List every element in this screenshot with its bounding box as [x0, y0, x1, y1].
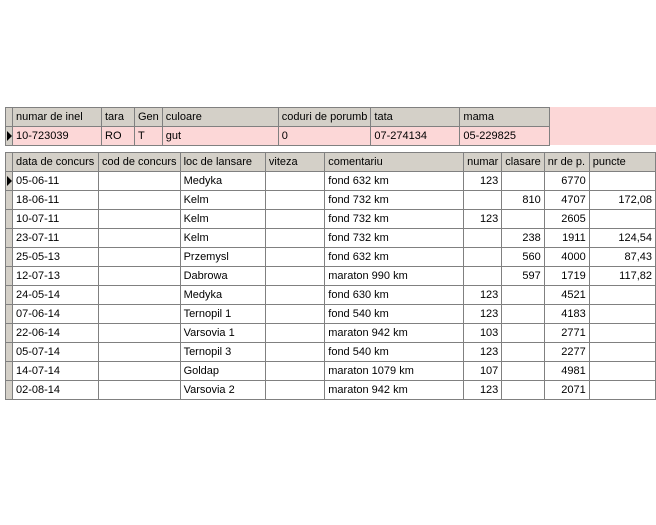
cell-numar[interactable]	[464, 229, 502, 248]
race-row[interactable]	[6, 191, 656, 210]
row-indicator[interactable]	[6, 381, 13, 400]
cell-numar[interactable]: 107	[464, 362, 502, 381]
race-row[interactable]	[6, 381, 656, 400]
cell-gen[interactable]: T	[135, 127, 163, 146]
cell-numar[interactable]: 123	[464, 305, 502, 324]
cell-nr-de-p[interactable]: 4981	[544, 362, 589, 381]
cell-data-de-concurs[interactable]: 05-06-11	[13, 172, 99, 191]
cell-comentariu[interactable]: maraton 942 km	[325, 324, 464, 343]
col-header-loc-de-lansare[interactable]: loc de lansare	[180, 153, 265, 172]
cell-nr-de-p[interactable]: 2071	[544, 381, 589, 400]
cell-clasare[interactable]	[502, 210, 544, 229]
row-indicator[interactable]	[6, 362, 13, 381]
cell-loc-de-lansare[interactable]: Varsovia 2	[180, 381, 265, 400]
cell-viteza[interactable]	[265, 191, 324, 210]
cell-comentariu[interactable]: maraton 942 km	[325, 381, 464, 400]
race-row[interactable]	[6, 172, 656, 191]
cell-loc-de-lansare[interactable]: Medyka	[180, 286, 265, 305]
cell-data-de-concurs[interactable]: 02-08-14	[13, 381, 99, 400]
cell-nr-de-p[interactable]: 4000	[544, 248, 589, 267]
cell-cod-de-concurs[interactable]	[98, 267, 180, 286]
cell-cod-de-concurs[interactable]	[98, 305, 180, 324]
race-row[interactable]	[6, 343, 656, 362]
cell-data-de-concurs[interactable]: 14-07-14	[13, 362, 99, 381]
cell-viteza[interactable]	[265, 305, 324, 324]
cell-puncte[interactable]	[589, 210, 655, 229]
cell-data-de-concurs[interactable]: 23-07-11	[13, 229, 99, 248]
race-row[interactable]	[6, 324, 656, 343]
cell-loc-de-lansare[interactable]: Przemysl	[180, 248, 265, 267]
cell-viteza[interactable]	[265, 286, 324, 305]
cell-nr-de-p[interactable]: 4183	[544, 305, 589, 324]
cell-cod-de-concurs[interactable]	[98, 381, 180, 400]
cell-cod-de-concurs[interactable]	[98, 210, 180, 229]
cell-data-de-concurs[interactable]: 12-07-13	[13, 267, 99, 286]
cell-viteza[interactable]	[265, 210, 324, 229]
row-indicator[interactable]	[6, 210, 13, 229]
cell-comentariu[interactable]: fond 630 km	[325, 286, 464, 305]
col-header-cod-de-concurs[interactable]: cod de concurs	[98, 153, 180, 172]
cell-mama[interactable]: 05-229825	[460, 127, 550, 146]
cell-data-de-concurs[interactable]: 25-05-13	[13, 248, 99, 267]
race-row[interactable]	[6, 362, 656, 381]
cell-clasare[interactable]	[502, 343, 544, 362]
col-header-nr-de-p[interactable]: nr de p.	[544, 153, 589, 172]
cell-puncte[interactable]: 172,08	[589, 191, 655, 210]
cell-nr-de-p[interactable]: 2605	[544, 210, 589, 229]
col-header-numar[interactable]: numar	[464, 153, 502, 172]
cell-loc-de-lansare[interactable]: Medyka	[180, 172, 265, 191]
row-indicator[interactable]	[6, 286, 13, 305]
cell-numar-de-inel[interactable]: 10-723039	[13, 127, 102, 146]
cell-nr-de-p[interactable]: 2771	[544, 324, 589, 343]
cell-tara[interactable]: RO	[102, 127, 135, 146]
row-indicator[interactable]	[6, 127, 13, 146]
col-header-tata[interactable]: tata	[371, 108, 460, 127]
cell-data-de-concurs[interactable]: 22-06-14	[13, 324, 99, 343]
cell-cod-de-concurs[interactable]	[98, 172, 180, 191]
cell-nr-de-p[interactable]: 2277	[544, 343, 589, 362]
cell-numar[interactable]: 123	[464, 343, 502, 362]
cell-comentariu[interactable]: fond 540 km	[325, 343, 464, 362]
cell-cod-de-concurs[interactable]	[98, 343, 180, 362]
race-row[interactable]	[6, 305, 656, 324]
cell-nr-de-p[interactable]: 1911	[544, 229, 589, 248]
cell-loc-de-lansare[interactable]: Kelm	[180, 191, 265, 210]
cell-cod-de-concurs[interactable]	[98, 362, 180, 381]
cell-comentariu[interactable]: maraton 1079 km	[325, 362, 464, 381]
cell-puncte[interactable]	[589, 172, 655, 191]
cell-numar[interactable]: 103	[464, 324, 502, 343]
cell-data-de-concurs[interactable]: 10-07-11	[13, 210, 99, 229]
cell-comentariu[interactable]: fond 540 km	[325, 305, 464, 324]
cell-clasare[interactable]	[502, 381, 544, 400]
cell-clasare[interactable]	[502, 362, 544, 381]
cell-viteza[interactable]	[265, 248, 324, 267]
cell-cod-de-concurs[interactable]	[98, 248, 180, 267]
race-row[interactable]	[6, 248, 656, 267]
cell-numar[interactable]: 123	[464, 381, 502, 400]
cell-puncte[interactable]: 87,43	[589, 248, 655, 267]
col-header-puncte[interactable]: puncte	[589, 153, 655, 172]
pigeon-grid-header	[6, 108, 550, 127]
header-indicator-cell	[6, 108, 13, 127]
cell-puncte[interactable]	[589, 343, 655, 362]
cell-culoare[interactable]: gut	[162, 127, 278, 146]
cell-clasare[interactable]	[502, 286, 544, 305]
cell-numar[interactable]: 123	[464, 286, 502, 305]
row-indicator[interactable]	[6, 343, 13, 362]
cell-clasare[interactable]	[502, 305, 544, 324]
col-header-gen[interactable]: Gen	[135, 108, 163, 127]
cell-loc-de-lansare[interactable]: Dabrowa	[180, 267, 265, 286]
cell-viteza[interactable]	[265, 229, 324, 248]
cell-puncte[interactable]	[589, 286, 655, 305]
cell-comentariu[interactable]: maraton 990 km	[325, 267, 464, 286]
cell-data-de-concurs[interactable]: 05-07-14	[13, 343, 99, 362]
cell-data-de-concurs[interactable]: 07-06-14	[13, 305, 99, 324]
cell-comentariu[interactable]: fond 732 km	[325, 229, 464, 248]
race-row[interactable]	[6, 267, 656, 286]
col-header-mama[interactable]: mama	[460, 108, 550, 127]
cell-loc-de-lansare[interactable]: Varsovia 1	[180, 324, 265, 343]
race-row[interactable]	[6, 229, 656, 248]
cell-puncte[interactable]: 124,54	[589, 229, 655, 248]
cell-data-de-concurs[interactable]: 18-06-11	[13, 191, 99, 210]
row-indicator[interactable]	[6, 191, 13, 210]
cell-loc-de-lansare[interactable]: Ternopil 1	[180, 305, 265, 324]
row-indicator[interactable]	[6, 229, 13, 248]
cell-puncte[interactable]	[589, 324, 655, 343]
cell-puncte[interactable]: 117,82	[589, 267, 655, 286]
cell-tata[interactable]: 07-274134	[371, 127, 460, 146]
col-header-clasare[interactable]: clasare	[502, 153, 544, 172]
col-header-coduri-de-porumb[interactable]: coduri de porumb	[278, 108, 371, 127]
col-header-viteza[interactable]: viteza	[265, 153, 324, 172]
cell-clasare[interactable]	[502, 324, 544, 343]
row-indicator[interactable]	[6, 324, 13, 343]
header-indicator-cell	[6, 153, 13, 172]
race-grid	[5, 152, 656, 400]
row-indicator[interactable]	[6, 305, 13, 324]
cell-cod-de-concurs[interactable]	[98, 229, 180, 248]
cell-viteza[interactable]	[265, 362, 324, 381]
cell-loc-de-lansare[interactable]: Ternopil 3	[180, 343, 265, 362]
cell-numar[interactable]	[464, 191, 502, 210]
cell-puncte[interactable]	[589, 362, 655, 381]
record-pointer-icon	[7, 131, 12, 141]
cell-viteza[interactable]	[265, 343, 324, 362]
cell-clasare[interactable]: 810	[502, 191, 544, 210]
cell-clasare[interactable]: 597	[502, 267, 544, 286]
cell-clasare[interactable]	[502, 172, 544, 191]
row-indicator[interactable]	[6, 267, 13, 286]
col-header-numar-de-inel[interactable]: numar de inel	[13, 108, 102, 127]
cell-cod-de-concurs[interactable]	[98, 191, 180, 210]
row-indicator[interactable]	[6, 248, 13, 267]
cell-loc-de-lansare[interactable]: Kelm	[180, 229, 265, 248]
col-header-tara[interactable]: tara	[102, 108, 135, 127]
col-header-data-de-concurs[interactable]: data de concurs	[13, 153, 99, 172]
pigeon-record-row[interactable]	[6, 127, 550, 146]
row-indicator[interactable]	[6, 172, 13, 191]
cell-nr-de-p[interactable]: 6770	[544, 172, 589, 191]
cell-data-de-concurs[interactable]: 24-05-14	[13, 286, 99, 305]
cell-clasare[interactable]: 560	[502, 248, 544, 267]
cell-cod-de-concurs[interactable]	[98, 324, 180, 343]
record-pointer-icon	[7, 176, 12, 186]
cell-viteza[interactable]	[265, 381, 324, 400]
col-header-comentariu[interactable]: comentariu	[325, 153, 464, 172]
race-grid-header	[6, 153, 656, 172]
race-row[interactable]	[6, 210, 656, 229]
cell-nr-de-p[interactable]: 4707	[544, 191, 589, 210]
cell-nr-de-p[interactable]: 1719	[544, 267, 589, 286]
cell-comentariu[interactable]: fond 632 km	[325, 172, 464, 191]
cell-viteza[interactable]	[265, 172, 324, 191]
cell-clasare[interactable]: 238	[502, 229, 544, 248]
cell-comentariu[interactable]: fond 632 km	[325, 248, 464, 267]
cell-puncte[interactable]	[589, 381, 655, 400]
cell-numar[interactable]	[464, 248, 502, 267]
cell-numar[interactable]: 123	[464, 172, 502, 191]
cell-comentariu[interactable]: fond 732 km	[325, 191, 464, 210]
cell-loc-de-lansare[interactable]: Kelm	[180, 210, 265, 229]
cell-puncte[interactable]	[589, 305, 655, 324]
cell-coduri-de-porumb[interactable]: 0	[278, 127, 371, 146]
cell-cod-de-concurs[interactable]	[98, 286, 180, 305]
cell-numar[interactable]: 123	[464, 210, 502, 229]
cell-comentariu[interactable]: fond 732 km	[325, 210, 464, 229]
pigeon-grid	[5, 107, 550, 146]
race-grid-body	[6, 172, 656, 400]
cell-viteza[interactable]	[265, 267, 324, 286]
cell-nr-de-p[interactable]: 4521	[544, 286, 589, 305]
race-row[interactable]	[6, 286, 656, 305]
cell-numar[interactable]	[464, 267, 502, 286]
cell-loc-de-lansare[interactable]: Goldap	[180, 362, 265, 381]
cell-viteza[interactable]	[265, 324, 324, 343]
col-header-culoare[interactable]: culoare	[162, 108, 278, 127]
